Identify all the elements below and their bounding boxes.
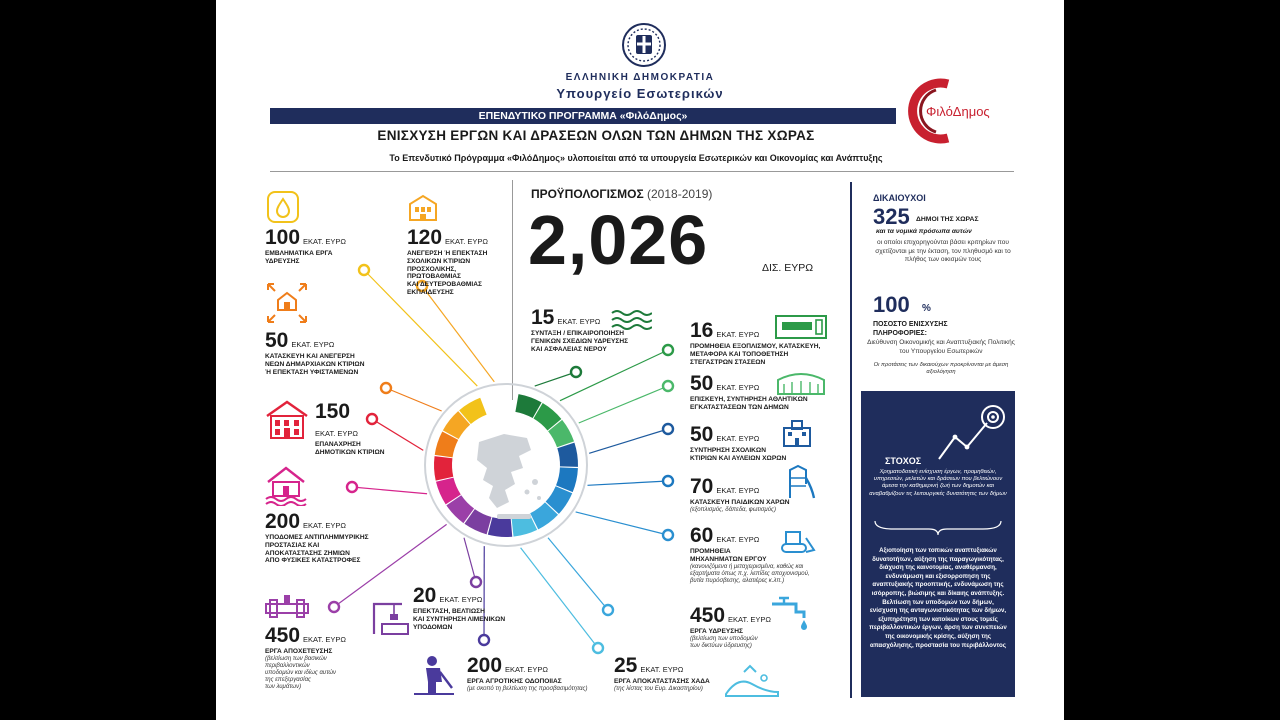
item-desc: ΕΡΓΑ ΥΔΡΕΥΣΗΣ	[690, 628, 743, 635]
svg-text:ΦιλόΔημος: ΦιλόΔημος	[926, 104, 990, 119]
item-value: 200	[467, 654, 503, 677]
road-worker-icon	[412, 652, 456, 696]
republic-label: ΕΛΛΗΝΙΚΗ ΔΗΜΟΚΡΑΤΙΑ	[565, 72, 715, 83]
item-value: 20	[413, 584, 437, 607]
ring-segment	[557, 443, 578, 467]
school-icon	[780, 418, 814, 448]
item-desc: ΕΡΓΑ ΑΠΟΧΕΤΕΥΣΗΣ	[265, 648, 333, 655]
item-desc: ΚΑΤΑΣΚΕΥΗ ΚΑΙ ΑΝΕΓΕΡΣΗ ΝΕΩΝ ΔΗΜΑΡΧΙΑΚΩΝ ΚΤΙΡΙΩΝ Ή ΕΠΕΚΤΑΣΗ ΥΦΙΣΤΑΜΕΝΩΝ	[265, 353, 365, 376]
connector-line	[588, 481, 668, 485]
connector-line	[422, 286, 494, 382]
beneficiaries-title: ΔΙΚΑΙΟΥΧΟΙ	[873, 193, 926, 203]
item-school-buildings	[407, 226, 488, 297]
connector-dot	[329, 602, 339, 612]
item-unit: ΕΚΑΤ. ΕΥΡΩ	[716, 434, 760, 443]
budget-label-text: ΠΡΟΫΠΟΛΟΓΙΣΜΟΣ	[531, 187, 644, 201]
connector-dot	[663, 381, 673, 391]
item-value: 16	[690, 319, 714, 342]
item-desc: ΣΥΝΤΗΡΗΣΗ ΣΧΟΛΙΚΩΝ ΚΤΙΡΙΩΝ ΚΑΙ ΑΥΛΕΙΩΝ ΧΩΡΩΝ	[690, 447, 787, 462]
item-rural-roads	[467, 654, 587, 693]
beneficiaries-number: 325	[873, 204, 910, 229]
ministry-label: Υπουργείο Εσωτερικών	[556, 86, 724, 101]
item-water-supply	[690, 604, 771, 650]
item-note: (βελτίωση των υποδομών των δικτύων ύδρευσης)	[690, 635, 758, 649]
item-school-maintenance	[690, 423, 786, 463]
goal-body: Αξιοποίηση των τοπικών αναπτυξιακών δυνατοτήτων, αύξηση της παραγωγικότητας, διάχυση της καινοτομίας, αναθέρμανση, ενδυνάμωση και εξισορροπηση της αναπτυξιακής προοπτικής, ενδυνάμωση της ισόρροπης, βιώσιμης και δίκαιης ανάπτυξης. Βελτίωση των υποδομών των δήμων, ενίσχυση της ανταγωνιστικότητας των δήμων, εξυπηρέτηση των κατοίκων στους τομείς περιβαλλοντικών έργων, άρση των συνεπειών της οικονομικής κρίσης, αύξηση της απασχόλησης, προστασία του περιβάλλοντος	[869, 547, 1007, 649]
item-unit: ΕΚΑΤ. ΕΥΡΩ	[505, 665, 549, 674]
bulldozer-icon	[776, 526, 816, 558]
item-unit: ΕΚΑΤ. ΕΥΡΩ	[315, 429, 358, 438]
sewer-pipe-icon	[264, 592, 310, 622]
budget-period: (2018-2019)	[647, 187, 713, 201]
subline: Το Επενδυτικό Πρόγραμμα «ΦιλόΔημος» υλοποιείται από τα υπουργεία Εσωτερικών και Οικονομίας και Ανάπτυξης	[389, 153, 883, 163]
item-value: 50	[690, 423, 714, 446]
item-desc: ΕΠΕΚΤΑΣΗ, ΒΕΛΤΙΩΣΗ ΚΑΙ ΣΥΝΤΗΡΗΣΗ ΛΙΜΕΝΙΚΩΝ ΥΠΟΔΟΜΩΝ	[413, 608, 506, 631]
connector-dot	[603, 605, 613, 615]
item-port-infrastructure	[413, 584, 505, 631]
support-percentage: 100	[873, 292, 910, 317]
item-unit: ΕΚΑΤ. ΕΥΡΩ	[716, 383, 760, 392]
item-desc: ΚΑΤΑΣΚΕΥΗ ΠΑΙΔΙΚΩΝ ΧΑΡΩΝ	[690, 499, 790, 506]
item-unit: ΕΚΑΤ. ΕΥΡΩ	[716, 330, 760, 339]
item-town-halls	[265, 329, 364, 376]
item-sewerage	[265, 624, 346, 691]
item-desc: ΕΠΑΝΑΧΡΗΣΗ ΔΗΜΟΤΙΚΩΝ ΚΤΙΡΙΩΝ	[315, 441, 385, 456]
water-drop-icon	[266, 190, 300, 224]
connector-dot	[571, 367, 581, 377]
item-value: 60	[690, 524, 714, 547]
water-tap-icon	[770, 592, 812, 630]
port-crane-icon	[368, 598, 410, 636]
item-desc: ΠΡΟΜΗΘΕΙΑ ΕΞΟΠΛΙΣΜΟΥ, ΚΑΤΑΣΚΕΥΗ, ΜΕΤΑΦΟΡΑ ΚΑΙ ΤΟΠΟΘΕΤΗΣΗ ΣΤΕΓΑΣΤΡΩΝ ΣΤΑΣΕΩΝ	[690, 343, 821, 366]
connector-line	[464, 538, 476, 582]
item-landfill-restoration	[614, 654, 710, 693]
item-unit: ΕΚΑΤ. ΕΥΡΩ	[291, 340, 335, 349]
budget-unit: ΔΙΣ. ΕΥΡΩ	[762, 262, 814, 274]
item-value: 50	[690, 372, 714, 395]
item-unit: ΕΚΑΤ. ΕΥΡΩ	[728, 615, 772, 624]
item-unit: ΕΚΑΤ. ΕΥΡΩ	[445, 237, 489, 246]
item-unit: ΕΚΑΤ. ΕΥΡΩ	[303, 237, 347, 246]
item-desc: ΕΠΙΣΚΕΥΗ, ΣΥΝΤΗΡΗΣΗ ΑΘΛΗΤΙΚΩΝ ΕΓΚΑΤΑΣΤΑΣΕΩΝ ΤΩΝ ΔΗΜΩΝ	[690, 396, 808, 411]
brace-divider	[873, 519, 1003, 537]
item-value: 150	[315, 400, 351, 423]
connector-dot	[663, 530, 673, 540]
connector-line	[548, 538, 608, 610]
connector-dot	[663, 424, 673, 434]
item-value: 25	[614, 654, 638, 677]
school-building-icon	[406, 190, 440, 224]
beneficiaries-sub: και τα νομικά πρόσωπα αυτών	[876, 228, 972, 235]
playground-slide-icon	[782, 464, 816, 500]
item-value: 200	[265, 510, 301, 533]
growth-chart-icon	[935, 399, 1005, 463]
water-waves-icon	[610, 308, 652, 332]
beneficiaries-note: οι οποίοι επιχορηγούνται βάσει κριτηρίων που σχετίζονται με την έκταση, τον πληθυσμό και το πλήθος των οικισμών τους	[875, 239, 1011, 263]
connector-line	[521, 548, 598, 648]
expand-building-icon	[264, 280, 310, 326]
item-water-flagship	[265, 226, 346, 266]
connector-line	[386, 388, 442, 411]
beneficiaries-headline: ΔΗΜΟΙ ΤΗΣ ΧΩΡΑΣ	[916, 216, 979, 223]
item-value: 450	[265, 624, 301, 647]
municipal-building-icon	[264, 398, 310, 442]
item-desc: ΣΥΝΤΑΞΗ / ΕΠΙΚΑΙΡΟΠΟΙΗΣΗ ΓΕΝΙΚΩΝ ΣΧΕΔΙΩΝ ΥΔΡΕΥΣΗΣ ΚΑΙ ΑΣΦΑΛΕΙΑΣ ΝΕΡΟΥ	[531, 330, 629, 353]
item-note: (της λίστας του Ευρ. Δικαστηρίου)	[614, 685, 703, 692]
connector-line	[579, 386, 668, 423]
item-municipal-reuse	[315, 400, 385, 457]
goal-panel	[861, 391, 1015, 697]
connector-dot	[479, 635, 489, 645]
item-value: 50	[265, 329, 289, 352]
item-unit: ΕΚΑΤ. ΕΥΡΩ	[716, 486, 760, 495]
stadium-icon	[774, 370, 828, 398]
connector-dot	[593, 643, 603, 653]
item-unit: ΕΚΑΤ. ΕΥΡΩ	[557, 317, 601, 326]
connector-dot	[663, 476, 673, 486]
landfill-icon	[724, 664, 780, 698]
connector-dot	[663, 345, 673, 355]
bus-shelter-icon	[774, 312, 828, 342]
goal-title: ΣΤΟΧΟΣ	[885, 456, 922, 466]
item-note: (εξοπλισμός, δάπεδα, φωτισμός)	[690, 506, 776, 513]
item-note: (με σκοπό τη βελτίωση της προσβασιμότητας)	[467, 685, 588, 692]
item-desc: ΥΠΟΔΟΜΕΣ ΑΝΤΙΠΛΗΜΜΥΡΙΚΗΣ ΠΡΟΣΤΑΣΙΑΣ ΚΑΙ ΑΠΟΚΑΤΑΣΤΑΣΗΣ ΖΗΜΙΩΝ ΑΠΟ ΦΥΣΙΚΕΣ ΚΑΤΑΣΤΡΟΦΕΣ	[265, 534, 369, 565]
support-desc: ΠΟΣΟΣΤΟ ΕΝΙΣΧΥΣΗΣ ΠΛΗΡΟΦΟΡΙΕΣ:	[873, 321, 948, 337]
info-contact: Διεύθυνση Οικονομικής και Αναπτυξιακής Πολιτικής του Υπουργείου Εσωτερικών	[867, 339, 1015, 355]
item-desc: ΕΡΓΑ ΑΓΡΟΤΙΚΗΣ ΟΔΟΠΟΙΙΑΣ	[467, 678, 562, 685]
item-value: 100	[265, 226, 301, 249]
connector-line	[352, 487, 427, 494]
budget-value: 2,026	[528, 201, 709, 279]
connector-dot	[359, 265, 369, 275]
column-separator	[850, 182, 852, 698]
item-unit: ΕΚΑΤ. ΕΥΡΩ	[640, 665, 684, 674]
item-desc: ΕΡΓΑ ΑΠΟΚΑΤΑΣΤΑΣΗΣ ΧΑΔΑ	[614, 678, 710, 685]
item-note: (βελτίωση των βασικών περιβαλλοντικών υποδομών και ιδίως αυτών της επεξεργασίας των λυμάτων)	[265, 655, 337, 690]
program-banner: ΕΠΕΝΔΥΤΙΚΟ ΠΡΟΓΡΑΜΜΑ «ΦιλόΔημος»	[270, 108, 896, 124]
flood-house-icon	[264, 462, 308, 506]
connector-line	[589, 429, 668, 453]
connector-line	[535, 372, 576, 386]
support-percent-sign: %	[922, 303, 931, 314]
item-note: (κανονιζόμενα ή μεταχειρισμένα, καθώς και εξαρτήματα όπως π.χ. λεπίδες αποχιονισμού, βυτία πυρόσβεσης, αλατιέρες κ.λπ.)	[690, 563, 810, 584]
infographic-page	[216, 0, 1064, 720]
evaluation-note: Οι προτάσεις των δικαιούχων προκρίνονται με άμεση αξιολόγηση	[873, 362, 1009, 375]
item-value: 120	[407, 226, 443, 249]
goal-desc: Χρηματοδοτική ενίσχυση έργων, προμηθειών, υπηρεσιών, μελετών και δράσεων που βελτιώνουν άμεσα την καθημερινή ζωή των δημοτών και αναβαθμίζουν τις λειτουργικές δυνατότητες των δήμων	[869, 469, 1007, 497]
item-desc: ΕΜΒΛΗΜΑΤΙΚΑ ΕΡΓΑ ΥΔΡΕΥΣΗΣ	[265, 250, 333, 265]
headline: ΕΝΙΣΧΥΣΗ ΕΡΓΩΝ ΚΑΙ ΔΡΑΣΕΩΝ ΟΛΩΝ ΤΩΝ ΔΗΜΩΝ ΤΗΣ ΧΩΡΑΣ	[377, 128, 815, 143]
item-value: 450	[690, 604, 726, 627]
item-desc: ΑΝΕΓΕΡΣΗ Ή ΕΠΕΚΤΑΣΗ ΣΧΟΛΙΚΩΝ ΚΤΙΡΙΩΝ ΠΡΟΣΧΟΛΙΚΗΣ, ΠΡΩΤΟΒΑΘΜΙΑΣ ΚΑΙ ΔΕΥΤΕΡΟΒΑΘΜΙΑΣ ΕΚΠΑΙΔΕΥΣΗΣ	[407, 250, 488, 296]
item-playgrounds	[690, 475, 790, 514]
item-unit: ΕΚΑΤ. ΕΥΡΩ	[439, 595, 483, 604]
connector-dot	[347, 482, 357, 492]
greece-map-icon	[449, 420, 559, 530]
connector-dot	[381, 383, 391, 393]
connector-line	[576, 512, 668, 535]
item-value: 15	[531, 306, 555, 329]
item-unit: ΕΚΑΤ. ΕΥΡΩ	[303, 635, 347, 644]
item-flood-protection	[265, 510, 369, 565]
item-unit: ΕΚΑΤ. ΕΥΡΩ	[716, 535, 760, 544]
item-desc: ΠΡΟΜΗΘΕΙΑ ΜΗΧΑΝΗΜΑΤΩΝ ΕΡΓΟΥ	[690, 548, 767, 563]
item-value: 70	[690, 475, 714, 498]
item-unit: ΕΚΑΤ. ΕΥΡΩ	[303, 521, 347, 530]
